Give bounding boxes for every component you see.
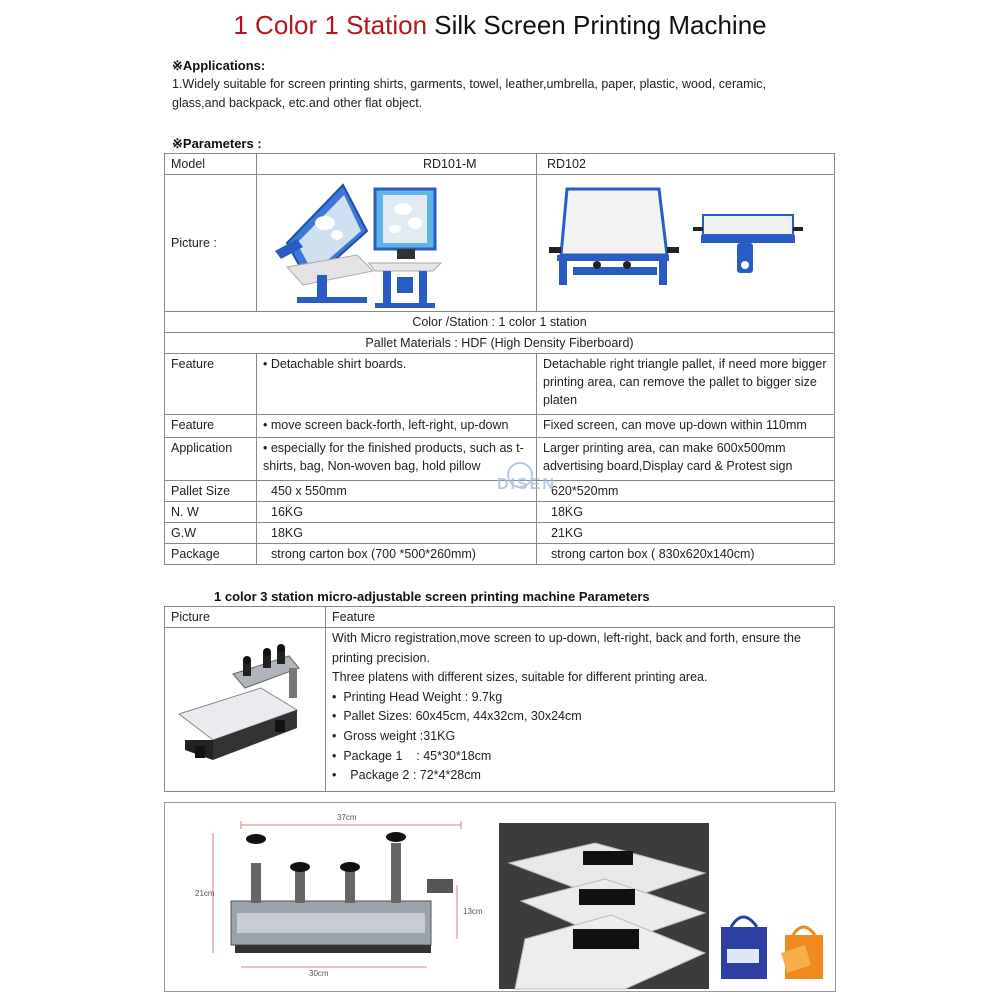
param-row-label: Feature	[165, 354, 257, 415]
param-row	[165, 438, 835, 481]
spec-row-rd102: 18KG	[537, 502, 835, 523]
applications-line-2: glass,and backpack, etc.and other flat object.	[172, 96, 423, 110]
spec-row-rd101: strong carton box (700 *500*260mm)	[257, 544, 537, 565]
param-row	[165, 354, 835, 415]
section2-header-row	[165, 607, 835, 628]
dimension-top: 37cm	[337, 813, 357, 822]
color-station-row	[165, 312, 835, 333]
parameters-heading: ※Parameters :	[172, 136, 262, 151]
watermark-logo	[497, 476, 556, 494]
feature-bullet: • Package 1 : 45*30*18cm	[332, 748, 492, 763]
feature-bullet-text: Gross weight :31KG	[343, 728, 456, 743]
feature-bullet: • Gross weight :31KG	[332, 728, 456, 743]
dimension-bottom: 30cm	[309, 969, 329, 978]
watermark-text: DISEN	[497, 476, 556, 493]
feature-bullet-text: Package 2 : 72*4*28cm	[343, 768, 481, 783]
param-row-rd102: Fixed screen, can move up-down within 110mm	[537, 415, 835, 438]
color-station: Color /Station : 1 color 1 station	[165, 312, 835, 333]
spec-row	[165, 544, 835, 565]
param-row-rd101: • Detachable shirt boards.	[257, 354, 537, 415]
param-row-label: Application	[165, 438, 257, 481]
spec-row-rd102: strong carton box ( 830x620x140cm)	[537, 544, 835, 565]
three-station-machine-image	[165, 628, 326, 786]
bottom-photos	[164, 802, 836, 992]
rd102-machine-image	[537, 175, 835, 311]
spec-row-label: N. W	[165, 502, 257, 523]
pallet-materials: Pallet Materials : HDF (High Density Fiberboard)	[165, 333, 835, 354]
feature-bullet-text: Package 1 : 45*30*18cm	[343, 748, 492, 763]
page-title-rest: Silk Screen Printing Machine	[427, 10, 767, 40]
model-1: RD101-M	[257, 154, 537, 175]
dimension-diagram-image	[165, 803, 835, 991]
feature-bullet-text: Printing Head Weight : 9.7kg	[343, 689, 503, 704]
spec-row-rd102: 21KG	[537, 523, 835, 544]
param-row-rd101: • especially for the finished products, such as t-shirts, bag, Non-woven bag, hold pillow	[257, 438, 537, 481]
spec-row	[165, 502, 835, 523]
picture-label: Picture :	[165, 175, 257, 312]
section2-col-feature: Feature	[326, 607, 835, 628]
param-row-rd102: Larger printing area, can make 600x500mm advertising board,Display card & Protest sign	[537, 438, 835, 481]
applications-text	[172, 75, 832, 113]
picture-rd102	[537, 175, 835, 312]
spec-row-rd101: 450 x 550mm	[257, 481, 537, 502]
spec-row	[165, 523, 835, 544]
dimension-left: 21cm	[195, 889, 215, 898]
spec-row-rd102: 620*520mm	[537, 481, 835, 502]
spec-row-label: G.W	[165, 523, 257, 544]
spec-row-label: Package	[165, 544, 257, 565]
section2-table	[164, 606, 835, 792]
param-row-label: Feature	[165, 415, 257, 438]
feature-bullet: • Package 2 : 72*4*28cm	[332, 768, 481, 783]
param-row-rd102: Detachable right triangle pallet, if need more bigger printing area, can remove the pallet to bigger size platen	[537, 354, 835, 415]
model-label: Model	[165, 154, 257, 175]
applications-heading: ※Applications:	[172, 58, 266, 73]
feature-desc-1: With Micro registration,move screen to up-down, left-right, back and forth, ensure the	[332, 631, 801, 645]
spec-row-rd101: 16KG	[257, 502, 537, 523]
feature-bullet: • Printing Head Weight : 9.7kg	[332, 689, 503, 704]
feature-desc-3: Three platens with different sizes, suitable for different printing area.	[332, 670, 708, 685]
page-title	[0, 10, 1000, 41]
page-title-highlight: 1 Color 1 Station	[233, 10, 428, 40]
model-row	[165, 154, 835, 175]
spec-row-rd101: 18KG	[257, 523, 537, 544]
feature-desc-2: printing precision.	[332, 650, 430, 665]
pallet-materials-row	[165, 333, 835, 354]
picture-row	[165, 175, 835, 312]
dimension-right: 13cm	[463, 907, 483, 916]
applications-line-1: 1.Widely suitable for screen printing shirts, garments, towel, leather,umbrella, paper, plastic, wood, ceramic,	[172, 77, 767, 91]
section2-col-picture: Picture	[165, 607, 326, 628]
picture-rd101	[257, 175, 537, 312]
spec-row-label: Pallet Size	[165, 481, 257, 502]
feature-bullet: • Pallet Sizes: 60x45cm, 44x32cm, 30x24cm	[332, 709, 582, 724]
section2-body-row	[165, 628, 835, 792]
section2-features	[326, 628, 835, 792]
param-row-rd101: • move screen back-forth, left-right, up-down	[257, 415, 537, 438]
rd101-machine-image	[257, 175, 535, 311]
section2-picture	[165, 628, 326, 792]
parameters-table	[164, 153, 835, 565]
watermark-ring-icon	[507, 462, 533, 488]
model-2: RD102	[537, 154, 835, 175]
section2-heading: 1 color 3 station micro-adjustable screen printing machine Parameters	[214, 589, 650, 604]
feature-bullet-text: Pallet Sizes: 60x45cm, 44x32cm, 30x24cm	[343, 709, 582, 724]
param-row	[165, 415, 835, 438]
